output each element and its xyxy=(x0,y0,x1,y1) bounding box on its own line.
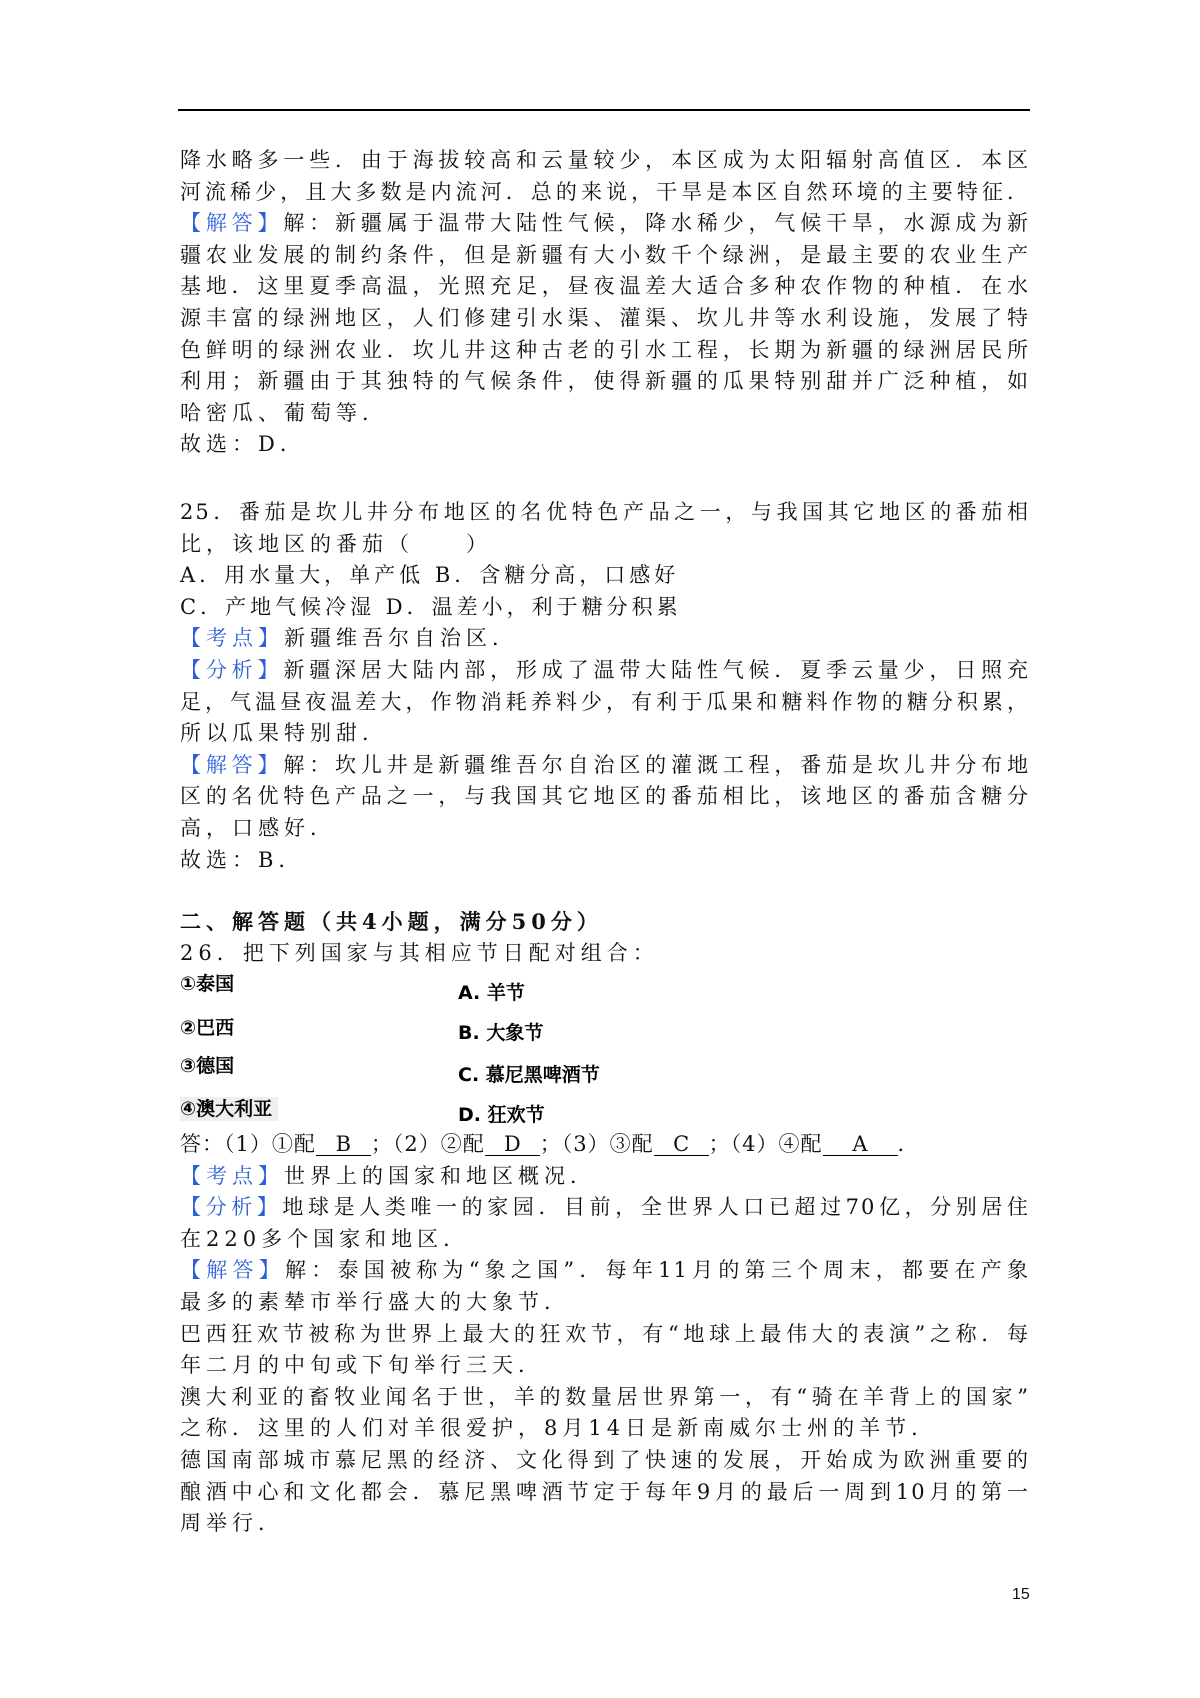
answer-line xyxy=(180,1129,1030,1161)
answer-item-label: ；（3）③配 xyxy=(539,1132,654,1156)
options-line: C．产地气候冷湿 D．温差小，利于糖分积累 xyxy=(180,594,682,619)
text-line: 所以瓜果特别甜． xyxy=(180,721,388,746)
section-2 xyxy=(180,906,1030,969)
question-stem: 比，该地区的番茄（ ） xyxy=(180,531,492,556)
text-line: 在220多个国家和地区． xyxy=(180,1226,470,1251)
text-line xyxy=(180,1255,1030,1287)
country-item: ④澳大利亚 xyxy=(180,1097,278,1121)
text-line xyxy=(180,623,1030,655)
answer-tag: 【解答】 xyxy=(180,752,284,777)
festival-item: B. 大象节 xyxy=(458,1022,544,1044)
analysis-tag: 【分析】 xyxy=(180,657,284,682)
question-25 xyxy=(180,497,1030,876)
topic-tag: 【考点】 xyxy=(180,1163,284,1188)
text-line xyxy=(180,655,1030,687)
line-text: 世界上的国家和地区概况． xyxy=(284,1163,596,1188)
choice-result: 故选：D． xyxy=(180,432,306,457)
country-item: ③德国 xyxy=(180,1055,235,1077)
text-line: 巴西狂欢节被称为世界上最大的狂欢节，有“地球上最伟大的表演”之称．每 xyxy=(180,1321,1030,1346)
answer-blank: C xyxy=(654,1133,709,1156)
text-line: 高，口感好． xyxy=(180,815,336,840)
text-line: 疆农业发展的制约条件，但是新疆有大小数千个绿洲，是最主要的农业生产 xyxy=(180,242,1030,267)
line-text: 地球是人类唯一的家园．目前，全世界人口已超过70亿，分别居住 xyxy=(282,1195,1030,1220)
line-text: 解：泰国被称为“象之国”．每年11月的第三个周末，都要在产象 xyxy=(284,1258,1030,1283)
answer-item-label: （1）①配 xyxy=(224,1132,316,1156)
text-line: 利用；新疆由于其独特的气候条件，使得新疆的瓜果特别甜并广泛种植，如 xyxy=(180,369,1030,394)
text-line: 澳大利亚的畜牧业闻名于世，羊的数量居世界第一，有“骑在羊背上的国家” xyxy=(180,1384,1030,1409)
text-line: 足，气温昼夜温差大，作物消耗养料少，有利于瓜果和糖料作物的糖分积累， xyxy=(180,689,1030,714)
text-line xyxy=(180,1192,1030,1224)
text-line: 河流稀少，且大多数是内流河．总的来说，干旱是本区自然环境的主要特征． xyxy=(180,179,1030,204)
text-line: 之称．这里的人们对羊很爱护，8月14日是新南威尔士州的羊节． xyxy=(180,1416,938,1441)
text-line: 区的名优特色产品之一，与我国其它地区的番茄相比，该地区的番茄含糖分 xyxy=(180,784,1030,809)
country-item: ②巴西 xyxy=(180,1017,235,1039)
text-line: 周举行． xyxy=(180,1511,284,1536)
answer-tag: 【解答】 xyxy=(180,1258,285,1283)
page-number: 15 xyxy=(1012,1586,1030,1603)
text-line: 德国南部城市慕尼黑的经济、文化得到了快速的发展，开始成为欧洲重要的 xyxy=(180,1447,1030,1472)
question-stem: 26．把下列国家与其相应节日配对组合： xyxy=(180,940,659,965)
section-heading: 二、解答题（共4小题，满分50分） xyxy=(180,909,603,934)
answer-item-label: ；（4）④配 xyxy=(708,1132,823,1156)
text-line: 哈密瓜、葡萄等． xyxy=(180,400,388,425)
choice-result: 故选：B． xyxy=(180,847,305,872)
answer-end: ． xyxy=(897,1132,920,1156)
answer-tag: 【解答】 xyxy=(180,211,284,236)
header-rule xyxy=(178,109,1030,111)
options-line: A．用水量大，单产低 B．含糖分高，口感好 xyxy=(180,563,680,588)
text-line xyxy=(180,208,1030,240)
answer-blank: B xyxy=(316,1133,371,1156)
festival-item: D. 狂欢节 xyxy=(458,1104,545,1126)
line-text: 新疆维吾尔自治区． xyxy=(284,626,518,651)
festival-item: A. 羊节 xyxy=(458,982,525,1004)
line-text: 解：新疆属于温带大陆性气候，降水稀少，气候干旱，水源成为新 xyxy=(283,211,1030,236)
matching-figure xyxy=(180,968,660,1128)
line-text: 解：坎儿井是新疆维吾尔自治区的灌溉工程，番茄是坎儿井分布地 xyxy=(283,752,1030,777)
text-line xyxy=(180,1161,1030,1193)
text-line xyxy=(180,750,1030,782)
answer-item-label: ；（2）②配 xyxy=(370,1132,485,1156)
text-line: 酿酒中心和文化都会．慕尼黑啤酒节定于每年9月的最后一周到10月的第一 xyxy=(180,1479,1030,1504)
question-26-answer xyxy=(180,1129,1030,1540)
text-line: 源丰富的绿洲地区，人们修建引水渠、灌渠、坎儿井等水利设施，发展了特 xyxy=(180,305,1030,330)
question-stem: 25．番茄是坎儿井分布地区的名优特色产品之一，与我国其它地区的番茄相 xyxy=(180,500,1030,524)
analysis-tag: 【分析】 xyxy=(180,1195,283,1220)
text-line: 色鲜明的绿洲农业．坎儿井这种古老的引水工程，长期为新疆的绿洲居民所 xyxy=(180,337,1030,362)
q24-continued xyxy=(180,145,1030,461)
text-line: 年二月的中旬或下旬举行三天． xyxy=(180,1353,544,1378)
answer-prefix: 答： xyxy=(180,1132,224,1156)
topic-tag: 【考点】 xyxy=(180,626,284,651)
text-line: 降水略多一些．由于海拔较高和云量较少，本区成为太阳辐射高值区．本区 xyxy=(180,148,1030,172)
line-text: 新疆深居大陆内部，形成了温带大陆性气候．夏季云量少，日照充 xyxy=(283,657,1030,682)
text-line: 最多的素辇市举行盛大的大象节． xyxy=(180,1289,570,1314)
answer-blank: A xyxy=(823,1133,898,1156)
text-line: 基地．这里夏季高温，光照充足，昼夜温差大适合多种农作物的种植．在水 xyxy=(180,274,1030,299)
country-item: ①泰国 xyxy=(180,973,235,995)
festival-item: C. 慕尼黑啤酒节 xyxy=(458,1064,600,1086)
answer-blank: D xyxy=(485,1133,540,1156)
